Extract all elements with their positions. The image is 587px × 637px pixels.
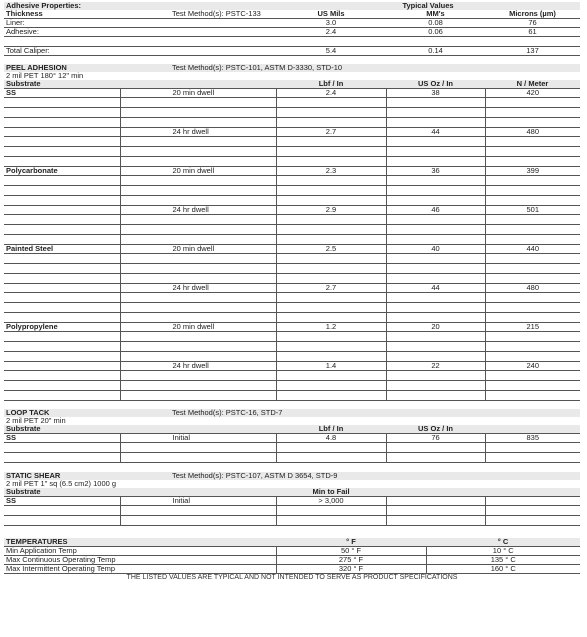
- dwell-label: 24 hr dwell: [120, 128, 276, 137]
- substrate-name: Polycarbonate: [6, 166, 58, 175]
- peel-row: [4, 128, 580, 137]
- substrate-name: Painted Steel: [6, 244, 54, 253]
- temp-label: Max Continuous Operating Temp: [6, 555, 116, 564]
- value-cell: 440: [485, 245, 580, 254]
- temp-f: 320 ° F: [276, 565, 426, 574]
- substrate-name: Polypropylene: [6, 322, 58, 331]
- value-cell: > 3,000: [276, 497, 386, 506]
- value-cell: 1.4: [276, 362, 386, 371]
- temp-f: 50 ° F: [276, 547, 426, 556]
- peel-title: PEEL ADHESION: [6, 64, 67, 72]
- blank-row: [4, 186, 580, 196]
- shear-conditions: 2 mil PET 1" sq (6.5 cm2) 1000 g: [6, 480, 117, 488]
- condition-label: Initial: [120, 497, 276, 506]
- blank-row: [4, 332, 580, 342]
- adhesive-title: Adhesive Properties:: [6, 2, 82, 10]
- blank-row: [4, 235, 580, 245]
- col-celsius: ° C: [497, 538, 509, 546]
- blank-row: [4, 274, 580, 284]
- col-min-to-fail: Min to Fail: [312, 488, 350, 496]
- dwell-label: 24 hr dwell: [120, 362, 276, 371]
- col-oz: US Oz / In: [417, 425, 453, 433]
- spec-sheet: [4, 2, 580, 581]
- dwell-label: 20 min dwell: [120, 323, 276, 332]
- loop-tack-table: [4, 409, 580, 463]
- blank-row: [4, 342, 580, 352]
- loop-title: LOOP TACK: [6, 409, 50, 417]
- peel-row: [4, 245, 580, 254]
- value-cell: 215: [485, 323, 580, 332]
- static-shear-table: [4, 472, 580, 526]
- temp-f: 275 ° F: [276, 556, 426, 565]
- temp-c: 135 ° C: [426, 556, 580, 565]
- value-cell: 2.4: [325, 27, 337, 36]
- adhesive-properties-table: [4, 2, 580, 56]
- shear-method: Test Method(s): PSTC-107, ASTM D 3654, STD-9: [172, 472, 338, 480]
- blank-row: [4, 118, 580, 128]
- value-cell: 76: [528, 18, 537, 27]
- value-cell: 44: [386, 128, 485, 137]
- blank-row: [4, 157, 580, 167]
- value-cell: 480: [485, 128, 580, 137]
- loop-conditions: 2 mil PET 20" min: [6, 417, 66, 425]
- value-cell: 399: [485, 167, 580, 176]
- peel-method: Test Method(s): PSTC-101, ASTM D-3330, STD-10: [172, 64, 343, 72]
- thickness-method: Test Method(s): PSTC-133: [172, 10, 261, 18]
- value-cell: 4.8: [276, 434, 386, 443]
- blank-row: [4, 98, 580, 108]
- substrate-name: SS: [6, 433, 17, 442]
- value-cell: 40: [386, 245, 485, 254]
- peel-adhesion-table: [4, 64, 580, 401]
- value-cell: 420: [485, 89, 580, 98]
- blank-row: [4, 147, 580, 157]
- peel-substrate-header: Substrate: [6, 80, 41, 88]
- value-cell: 20: [386, 323, 485, 332]
- blank-row: [4, 196, 580, 206]
- value-cell: 5.4: [325, 46, 337, 55]
- value-cell: 2.3: [276, 167, 386, 176]
- substrate-name: [4, 206, 120, 215]
- shear-substrate-header: Substrate: [6, 488, 41, 496]
- temps-title: TEMPERATURES: [6, 538, 68, 546]
- peel-row: [4, 362, 580, 371]
- temp-label: Min Application Temp: [6, 546, 77, 555]
- value-cell: 0.06: [428, 27, 443, 36]
- substrate-name: [4, 128, 120, 137]
- temperatures-table: [4, 538, 580, 574]
- value-cell: 76: [386, 434, 485, 443]
- blank-row: [4, 137, 580, 147]
- blank-row: [4, 225, 580, 235]
- blank-row: [4, 215, 580, 225]
- blank-row: [4, 108, 580, 118]
- temp-c: 10 ° C: [426, 547, 580, 556]
- substrate-name: SS: [6, 496, 17, 505]
- col-n-meter: [485, 425, 580, 434]
- value-cell: 61: [528, 27, 537, 36]
- col-microns: Microns (µm): [509, 10, 556, 18]
- peel-row: [4, 206, 580, 215]
- loop-substrate-header: Substrate: [6, 425, 41, 433]
- blank-row: [4, 371, 580, 381]
- value-cell: 0.14: [428, 46, 443, 55]
- dwell-label: 20 min dwell: [120, 167, 276, 176]
- col-lbf: Lbf / In: [318, 425, 344, 433]
- value-cell: 2.7: [276, 284, 386, 293]
- blank-row: [4, 352, 580, 362]
- peel-row: [4, 89, 580, 98]
- substrate-name: SS: [6, 88, 17, 97]
- value-cell: 1.2: [276, 323, 386, 332]
- blank-row: [4, 176, 580, 186]
- peel-conditions: 2 mil PET 180° 12" min: [6, 72, 84, 80]
- dwell-label: 24 hr dwell: [120, 284, 276, 293]
- blank-row: [4, 391, 580, 401]
- value-cell: 38: [386, 89, 485, 98]
- substrate-name: [4, 362, 120, 371]
- dwell-label: 20 min dwell: [120, 245, 276, 254]
- value-cell: 3.0: [325, 18, 337, 27]
- blank-row: [4, 381, 580, 391]
- value-cell: 835: [485, 434, 580, 443]
- peel-row: [4, 284, 580, 293]
- loop-method: Test Method(s): PSTC-16, STD-7: [172, 409, 283, 417]
- blank-row: [4, 303, 580, 313]
- value-cell: 480: [485, 284, 580, 293]
- value-cell: 0.08: [428, 18, 443, 27]
- row-label: Adhesive:: [6, 27, 39, 36]
- blank-row: [4, 264, 580, 274]
- footnote: THE LISTED VALUES ARE TYPICAL AND NOT INTENDED TO SERVE AS PRODUCT SPECIFICATIONS: [126, 574, 458, 581]
- temp-c: 160 ° C: [426, 565, 580, 574]
- substrate-name: [4, 284, 120, 293]
- condition-label: Initial: [120, 434, 276, 443]
- blank-row: [4, 293, 580, 303]
- peel-row: [4, 167, 580, 176]
- blank-row: [4, 313, 580, 323]
- col-oz: US Oz / In: [417, 80, 453, 88]
- blank-row: [4, 254, 580, 264]
- value-cell: 36: [386, 167, 485, 176]
- dwell-label: 20 min dwell: [120, 89, 276, 98]
- value-cell: 2.4: [276, 89, 386, 98]
- value-cell: 46: [386, 206, 485, 215]
- temp-label: Max Intermittent Operating Temp: [6, 564, 116, 573]
- value-cell: 22: [386, 362, 485, 371]
- thickness-label: Thickness: [6, 10, 43, 18]
- col-mms: MM's: [426, 10, 445, 18]
- value-cell: 2.7: [276, 128, 386, 137]
- col-us-mils: US Mils: [317, 10, 345, 18]
- shear-title: STATIC SHEAR: [6, 472, 61, 480]
- value-cell: 240: [485, 362, 580, 371]
- col-n-meter: N / Meter: [516, 80, 549, 88]
- peel-row: [4, 323, 580, 332]
- row-label: Liner:: [6, 18, 25, 27]
- typical-values-label: Typical Values: [402, 2, 454, 10]
- value-cell: 2.5: [276, 245, 386, 254]
- value-cell: 2.9: [276, 206, 386, 215]
- row-label: Total Caliper:: [6, 46, 50, 55]
- value-cell: 137: [526, 46, 539, 55]
- dwell-label: 24 hr dwell: [120, 206, 276, 215]
- col-fahrenheit: ° F: [346, 538, 356, 546]
- value-cell: 44: [386, 284, 485, 293]
- value-cell: 501: [485, 206, 580, 215]
- col-lbf: Lbf / In: [318, 80, 344, 88]
